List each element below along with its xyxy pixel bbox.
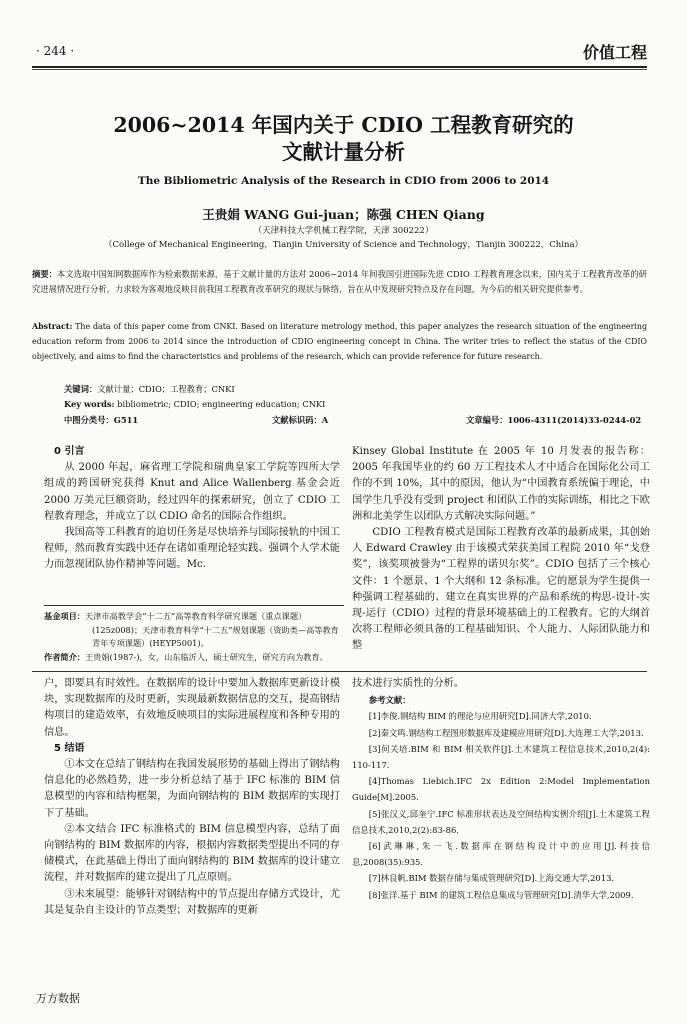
conclusion-item-2: ②本文结合 IFC 标准格式的 BIM 信息模型内容，总结了面向钢结构的 BIM 数据库的内容，根据内容数据类型提出不同的存储模式，在此基础上得出了面向钢结构的 BIM 数据库的设计建立流程，并对数据库的建立提出了几点原则。	[44, 823, 340, 884]
article-title-en: The Bibliometric Analysis of the Research in CDIO from 2006 to 2014	[137, 175, 550, 187]
conclusion-heading: 5 结语	[54, 742, 85, 754]
footnote	[44, 610, 340, 664]
keywords-en	[64, 399, 325, 409]
conclusion-item-3: ③未来展望：能够针对钢结构中的节点提出存储方式设计，尤其是复杂自主设计的节点类型；对数据库的更新	[44, 888, 340, 916]
reference-item: [2]秦文鸣.钢结构工程图形数据库及建模应用研究[D].大连理工大学,2013.	[368, 727, 644, 738]
header-rule	[32, 66, 647, 68]
keywords-en-label: Key words:	[64, 399, 115, 409]
intro-column-right	[352, 444, 650, 655]
intro-column-left	[44, 444, 340, 574]
keywords-cn-text: 文献计量；CDIO；工程教育；CNKI	[97, 384, 235, 394]
abstract-cn	[32, 267, 647, 297]
document-code: 文献标识码：A	[272, 415, 329, 425]
keywords-cn	[64, 383, 235, 395]
reference-item: [8]张洋.基于 BIM 的建筑工程信息集成与管理研究[D].清华大学,2009.	[368, 889, 634, 900]
authors: 王贵娟 WANG Gui-juan；陈强 CHEN Qiang	[202, 207, 485, 222]
fund-label: 基金项目：	[44, 611, 85, 621]
continued-paragraph-right: 技术进行实质性的分析。	[352, 678, 465, 689]
bio-label: 作者简介：	[44, 651, 85, 662]
keywords-cn-label: 关键词：	[64, 384, 98, 394]
reference-item: [7]林良帆.BIM 数据存储与集成管理研究[D].上海交通大学,2013.	[368, 873, 615, 884]
reference-item: [6]武琳琳,朱一飞.数据库在钢结构设计中的应用[J].科技信息,2008(35):935.	[352, 841, 650, 868]
classification-row	[64, 414, 647, 428]
page-number: · 244 ·	[36, 44, 75, 58]
abstract-en-label: Abstract:	[32, 322, 73, 331]
article-title-cn	[20, 112, 667, 166]
affiliation-en: （College of Mechanical Engineering，Tianjin University of Science and Technology，Tianjin 300222，China）	[103, 240, 584, 250]
affiliation-cn: （天津科技大学机械工程学院，天津 300222）	[253, 226, 434, 236]
section-divider	[32, 671, 647, 672]
intro-heading: 0 引言	[54, 446, 85, 457]
references-column	[352, 676, 650, 903]
fund-text: 天津市高教学会“十二五”高等教育科学研究课题（重点课题）(125z008)；天津市教育科学“十二五”规划课题（资助类—高等教育青年专项课题）(HEYP5001)。	[84, 611, 339, 649]
reference-item: [3]何关培.BIM 和 BIM 相关软件[J].土木建筑工程信息技术,2010,2(4): 110-117.	[352, 743, 650, 771]
intro-paragraph-3: CDIO 工程教育模式是国际工程教育改革的最新成果，其创始人 Edward Crawley 由于该模式荣获美国工程院 2010 年“戈登奖”，该奖项被誉为“工程界的诺贝尔奖”。CDIO 包括了三个核心文件：1 个愿景、1 个大纲和 12 条标准。它的愿景为学生提供一种强调工程基础的、建立在真实世界的产品和系统的构思-设计-实现-运行（CDIO）过程的背景环境基础上的工程教育。它的大纲首次将工程师必须具备的工程基础知识、个人能力、人际团队能力和整	[352, 527, 650, 652]
footer-watermark: 万方数据	[36, 992, 80, 1005]
intro-paragraph-1: 从 2000 年起，麻省理工学院和瑞典皇家工学院等四所大学组成的跨国研究获得 Knut and Alice Wallenberg 基金会近 2000 万美元巨额资助，经过四年的探索研究，创立了 CDIO 工程教育理念，并成立了以 CDIO 命名的国际合作组织。	[44, 462, 340, 522]
conclusion-item-1: ①本文在总结了钢结构在我国发展形势的基础上得出了钢结构信息化的必然趋势，进一步分析总结了基于 IFC 标准的 BIM 信息模型的内容和结构框架，为面向钢结构的 BIM 数据库的实现打下了基础。	[44, 759, 340, 819]
header-rule-thin	[32, 69, 647, 70]
intro-paragraph-2: 我国高等工科教育的迫切任务是尽快培养与国际接轨的中国工程师，然而教育实践中还存在诸如重理论轻实践、强调个人学术能力而忽视团队协作精神等问题。Mc.	[44, 527, 340, 571]
references-heading: 参考文献：	[368, 695, 411, 706]
abstract-en-text: The data of this paper come from CNKI. Based on literature metrology method, this paper analyzes the research situation of the engineering education reform from 2006 to 2014 since the introduction of CDIO engineering concept in China. The writer tries to reflect the status of the CDIO objectively, and aims to find the characteristics and problems of the research, which can provide reference for future research.	[32, 322, 647, 362]
intro-paragraph-2-cont: Kinsey Global Institute 在 2005 年 10 月发表的报告称：2005 年我国毕业的约 60 万工程技术人才中适合在国际化公司工作的不到 10%，其中的原因，他认为“中国教育系统偏于理论，中国学生几乎没有受到 project 和团队工作的实际训练，相比之下欧洲和北美学生以团队方式解决实际问题。”	[352, 446, 650, 522]
continued-paragraph: 户，即要具有时效性。在数据库的设计中要加入数据库更新设计模块，实现数据库的及时更新，实现最新数据信息的交互，提高钢结构项目的建造效率，有效地反映项目的实际进展程度和各种专用的信息。	[44, 678, 340, 738]
page-header	[32, 44, 647, 64]
journal-name: 价值工程	[582, 43, 647, 62]
abstract-en	[32, 319, 647, 365]
abstract-cn-label: 摘要：	[32, 269, 57, 279]
conclusion-column	[44, 676, 340, 919]
title-line-1: 2006~2014 年国内关于 CDIO 工程教育研究的	[113, 113, 574, 137]
title-line-2: 文献计量分析	[282, 140, 405, 164]
bio-text: 王贵娟(1987-)，女，山东临沂人，硕士研究生，研究方向为教育。	[84, 651, 328, 662]
article-number: 文章编号：1006-4311(2014)33-0244-02	[466, 415, 642, 425]
footnote-rule	[44, 605, 344, 606]
abstract-cn-text: 本文选取中国知网数据库作为检索数据来源，基于文献计量的方法对 2006~2014 年间我国引进国际先进 CDIO 工程教育理念以来，国内关于工程教育改革的研究进展情况进行分析，力求较为客观地反映目前我国工程教育改革研究的现状与脉络，旨在从中发现研究特点及存在问题，为今后的相关研究提供参考。	[32, 269, 647, 295]
reference-item: [5]张汉义,邱奎宁.IFC 标准形状表达及空间结构实例介绍[J].土木建筑工程信息技术,2010,2(2):83-86.	[352, 808, 650, 835]
reference-item: [1]李俊.钢结构 BIM 的理论与应用研究[D].同济大学,2010.	[368, 711, 592, 722]
keywords-en-text: bibliometric; CDIO; engineering education; CNKI	[117, 399, 326, 409]
clc-number: 中图分类号：G511	[64, 415, 139, 425]
reference-item: [4]Thomas Liebich.IFC 2x Edition 2:Model Implementation Guide[M].2005.	[352, 776, 650, 803]
